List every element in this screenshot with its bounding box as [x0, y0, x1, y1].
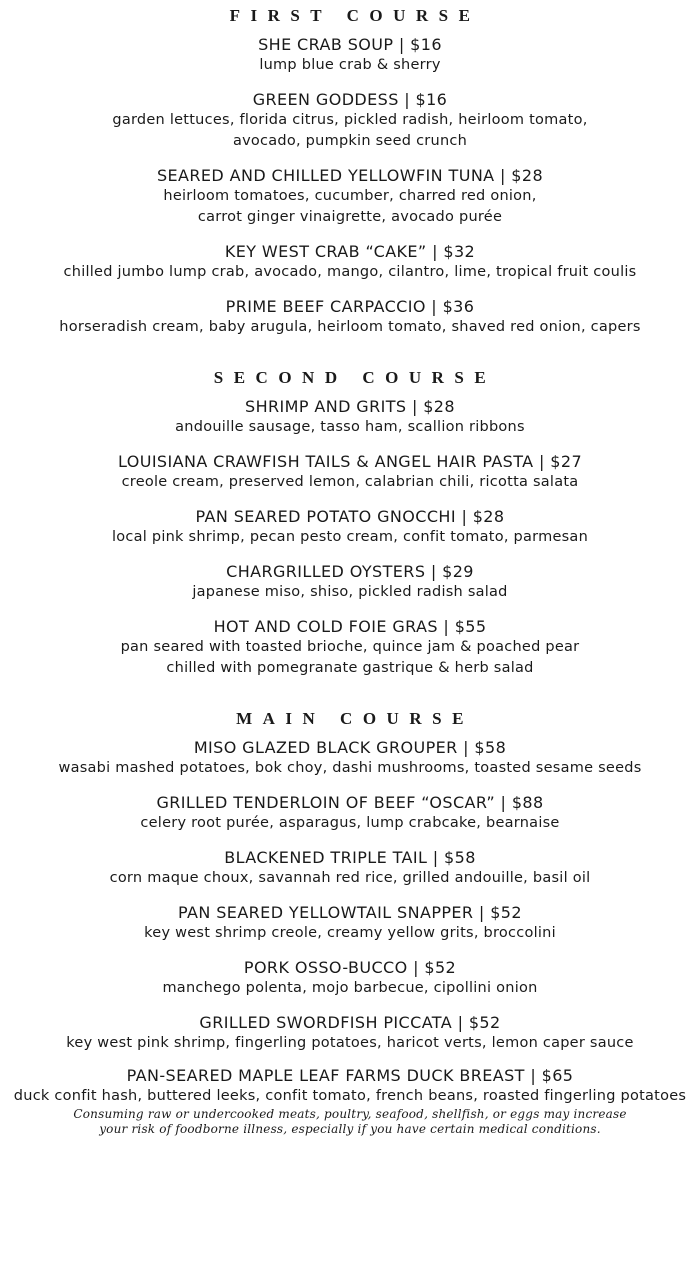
menu-item [0, 451, 700, 493]
menu-item-name: BLACKENED TRIPLE TAIL | $58 [224, 848, 476, 867]
menu-item-description [0, 582, 700, 603]
description-line: duck confit hash, buttered leeks, confit tomato, french beans, roasted fingerling potatoes [13, 1088, 687, 1104]
menu-item-description [0, 813, 700, 834]
menu-item [0, 296, 700, 338]
description-line: carrot ginger vinaigrette, avocado purée [197, 209, 503, 225]
description-line: corn maque choux, savannah red rice, grilled andouille, basil oil [109, 870, 591, 886]
description-line: key west shrimp creole, creamy yellow grits, broccolini [144, 925, 556, 941]
description-line: pan seared with toasted brioche, quince jam & poached pear [120, 639, 580, 655]
section-first-course [0, 6, 700, 338]
menu-item-description [0, 55, 700, 76]
description-line: local pink shrimp, pecan pesto cream, confit tomato, parmesan [111, 529, 589, 545]
menu-item [0, 396, 700, 438]
menu-item-description [0, 1086, 700, 1107]
menu-item-name: SEARED AND CHILLED YELLOWFIN TUNA | $28 [156, 166, 544, 185]
description-line: japanese miso, shiso, pickled radish salad [192, 584, 508, 600]
menu-item-description [0, 868, 700, 889]
health-disclaimer [0, 1107, 700, 1137]
menu-item-name: GRILLED SWORDFISH PICCATA | $52 [199, 1013, 501, 1032]
section-second-course [0, 368, 700, 679]
menu-item-description [0, 1033, 700, 1054]
menu-item [0, 1012, 700, 1054]
menu-item-description [0, 758, 700, 779]
menu-item [0, 506, 700, 548]
description-line: manchego polenta, mojo barbecue, cipollini onion [162, 980, 538, 996]
menu-item [0, 616, 700, 679]
menu-item-name: PAN-SEARED MAPLE LEAF FARMS DUCK BREAST | $65 [126, 1066, 574, 1085]
menu-item-description [0, 923, 700, 944]
description-line: celery root purée, asparagus, lump crabcake, bearnaise [140, 815, 560, 831]
menu-item-name: KEY WEST CRAB “CAKE” | $32 [224, 242, 476, 261]
menu-item-description [0, 262, 700, 283]
menu-item-name: PRIME BEEF CARPACCIO | $36 [225, 297, 475, 316]
description-line: lump blue crab & sherry [259, 57, 441, 73]
description-line: avocado, pumpkin seed crunch [232, 133, 468, 149]
menu-item-description [0, 978, 700, 999]
disclaimer-line: your risk of foodborne illness, especially if you have certain medical conditions. [99, 1122, 601, 1136]
description-line: creole cream, preserved lemon, calabrian chili, ricotta salata [121, 474, 579, 490]
description-line: chilled with pomegranate gastrique & herb salad [166, 660, 534, 676]
menu-item-name: SHE CRAB SOUP | $16 [258, 35, 442, 54]
menu-item-name: LOUISIANA CRAWFISH TAILS & ANGEL HAIR PASTA | $27 [117, 452, 583, 471]
menu-item-description [0, 637, 700, 679]
menu-item-description [0, 110, 700, 152]
menu-item-description [0, 527, 700, 548]
menu-item-description [0, 472, 700, 493]
menu-item-description [0, 317, 700, 338]
description-line: chilled jumbo lump crab, avocado, mango, cilantro, lime, tropical fruit coulis [63, 264, 637, 280]
menu-item-name: PORK OSSO-BUCCO | $52 [243, 958, 457, 977]
section-title: FIRST COURSE [229, 6, 481, 25]
menu-item-name: SHRIMP AND GRITS | $28 [245, 397, 455, 416]
section-main-course [0, 709, 700, 1107]
menu-item-name: GREEN GODDESS | $16 [252, 90, 448, 109]
disclaimer-line: Consuming raw or undercooked meats, poultry, seafood, shellfish, or eggs may increase [73, 1107, 627, 1121]
menu-item [0, 902, 700, 944]
menu-item-description [0, 417, 700, 438]
menu-item [0, 34, 700, 76]
menu-item-name: GRILLED TENDERLOIN OF BEEF “OSCAR” | $88 [156, 793, 544, 812]
menu-item-name: PAN SEARED POTATO GNOCCHI | $28 [195, 507, 505, 526]
menu-item [0, 792, 700, 834]
menu-item-name: CHARGRILLED OYSTERS | $29 [226, 562, 474, 581]
menu-item [0, 957, 700, 999]
description-line: garden lettuces, florida citrus, pickled radish, heirloom tomato, [112, 112, 588, 128]
section-title: MAIN COURSE [236, 709, 474, 728]
description-line: heirloom tomatoes, cucumber, charred red onion, [163, 188, 537, 204]
menu-item-name: MISO GLAZED BLACK GROUPER | $58 [193, 738, 507, 757]
description-line: horseradish cream, baby arugula, heirloom tomato, shaved red onion, capers [59, 319, 641, 335]
description-line: andouille sausage, tasso ham, scallion ribbons [175, 419, 525, 435]
menu-item-name: HOT AND COLD FOIE GRAS | $55 [213, 617, 487, 636]
description-line: key west pink shrimp, fingerling potatoes, haricot verts, lemon caper sauce [66, 1035, 634, 1051]
section-title: SECOND COURSE [213, 368, 497, 387]
menu-item [0, 89, 700, 152]
menu-item [0, 165, 700, 228]
menu-item [0, 847, 700, 889]
menu-item [0, 561, 700, 603]
description-line: wasabi mashed potatoes, bok choy, dashi mushrooms, toasted sesame seeds [58, 760, 642, 776]
menu-item [0, 241, 700, 283]
menu-item-description [0, 186, 700, 228]
menu-item-name: PAN SEARED YELLOWTAIL SNAPPER | $52 [178, 903, 522, 922]
menu-item [0, 737, 700, 779]
menu-item [0, 1065, 700, 1107]
